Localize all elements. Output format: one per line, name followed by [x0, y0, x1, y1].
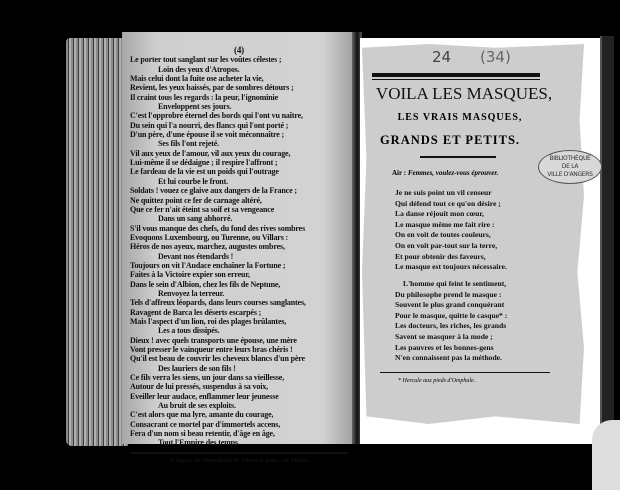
poem-line: Du sein qui l'a nourri, des flancs qui l'ont porté ; — [130, 120, 289, 130]
verse-line: Les docteurs, les riches, les grands — [395, 321, 507, 331]
book-page-edges — [66, 38, 128, 446]
verse-line: L'homme qui feint le sentiment, — [403, 279, 507, 288]
song-title: VOILA LES MASQUES, — [375, 84, 553, 103]
poem-line: Ses fils l'ont rejeté. — [158, 139, 219, 149]
poem-line: Le porter tout sanglant sur les voûtes célestes ; — [130, 55, 282, 65]
poem-line: Autour de lui pressés, suspendus à sa voix, — [130, 382, 268, 392]
poem-line: Enveloppent ses jours. — [158, 102, 232, 112]
poem-line: Héros de nos ayeux, marchez, augustes ombres, — [130, 242, 285, 252]
footnote: * Hercule aux pieds d'Omphale. — [398, 378, 476, 384]
poem-line: Qu'il est beau de couvrir les cheveux blancs d'un père — [130, 354, 305, 364]
poem-line: Il craint tous les regards : la peur, l'ignominie — [130, 92, 278, 102]
subtitle-rule — [420, 156, 496, 158]
air-line — [392, 169, 498, 177]
verse-line: Souvent le plus grand conquérant — [395, 300, 505, 310]
book-cover-edge — [600, 36, 614, 448]
stanza-2 — [395, 279, 535, 364]
imprint: A Angers, de l'Imprimerie de Jahyer, le jeune, rue Milton. — [169, 457, 309, 464]
poem-line: Lui-même il se dédaigne ; il respire l'affront ; — [130, 158, 278, 168]
subtitle-2: GRANDS ET PETITS. — [379, 133, 521, 147]
catalog-number-alt: (34) — [480, 48, 511, 66]
poem-line: Mais l'aspect d'un lion, roi des plages brûlantes, — [130, 316, 287, 326]
air-label: Air : — [392, 169, 407, 177]
poem-line: Renvoyez la terreur. — [158, 288, 225, 298]
poem-line: Loin des yeux d'Atropos. — [158, 64, 240, 74]
poem-line: Dans le sein d'Albion, chez les fils de Neptune, — [130, 279, 281, 289]
verse-line: On en voit de toutes couleurs, — [395, 230, 491, 240]
verse-line: Le masque est toujours nécessaire. — [395, 262, 507, 272]
poem-line: C'est l'opprobre éternel des bords qui l'ont vu naître, — [130, 111, 303, 121]
stanza-1 — [395, 188, 535, 273]
verse-line: La danse réjouit mon cœur, — [395, 209, 484, 219]
footnote-rule — [380, 372, 550, 373]
poem-line: Ravagent de Barca les déserts escarpés ; — [130, 307, 262, 317]
poem-line: Soldats ! vouez ce glaive aux dangers de la France ; — [130, 186, 297, 196]
verse-line: Et pour obtenir des faveurs, — [395, 251, 486, 261]
poem-line: Dans un sang abhorré. — [158, 214, 233, 224]
title-rule — [372, 73, 540, 80]
poem-line: Des lauriers de son fils ! — [158, 363, 236, 373]
left-page-text — [130, 46, 348, 466]
poem-line: C'est alors que ma lyre, amante du courage, — [130, 410, 274, 420]
stamp-line: DE LA — [561, 163, 579, 170]
poem-line: Fera d'un nom si beau retentir, d'âge en âge, — [130, 429, 275, 439]
verse-line: Qui défend tout ce qu'on désire ; — [395, 198, 501, 208]
poem-line: Tels d'affreux léopards, dans leurs courses sanglantes, — [130, 298, 306, 308]
catalog-number: 24 — [432, 48, 452, 66]
poem-line: Au bruit de ses exploits. — [158, 401, 236, 411]
poem-lines — [130, 55, 348, 447]
poem-line: Dieux ! avec quels transports une épouse, une mère — [130, 335, 297, 345]
poem-line: Que ce fer n'ait éteint sa soif et sa vengeance — [130, 204, 275, 214]
library-stamp — [538, 150, 602, 184]
verse-line: N'en connaissent pas la méthode. — [395, 353, 502, 363]
poem-line: Revient, les yeux baissés, par de sombres détours ; — [130, 83, 294, 93]
subtitle-1: LES VRAIS MASQUES, — [397, 112, 523, 123]
page-number: (4) — [233, 45, 245, 55]
poem-line: Le fardeau de la vie est un poids qui l'outrage — [130, 167, 279, 177]
poem-line: Toujours on vit l'Audace enchaîner la Fortune ; — [130, 260, 286, 270]
poem-line: Devant nos étendards ! — [158, 251, 234, 261]
poem-line: Vil aux yeux de l'amour, vil aux yeux du courage, — [130, 148, 291, 158]
rule — [130, 452, 348, 454]
poem-line: Et lui courbe le front. — [158, 176, 228, 186]
poem-line: S'il vous manque des chefs, du fond des rives sombres — [130, 223, 306, 233]
poem-line: Vont presser le vainqueur entre leurs bras chéris ! — [130, 345, 293, 354]
verse-line: Le masque même me fait rire : — [395, 219, 495, 229]
stamp-line: BIBLIOTHÈQUE — [549, 155, 591, 162]
poem-line: Tout l'Empire des temps. — [158, 438, 240, 448]
air-tune: Femmes, voulez-vous éprouver. — [407, 169, 499, 177]
verse-line: On en voit par-tout sur la terre, — [395, 240, 498, 250]
poem-line: Les a tous dissipés. — [158, 326, 220, 336]
poem-line: D'un père, d'une épouse il se voit méconnaître ; — [130, 130, 285, 140]
poem-line: Eveiller leur audace, enflammer leur jeunesse — [130, 391, 279, 401]
poem-line: Consacrant ce mortel par d'immortels accens, — [130, 419, 281, 429]
verse-line: Je ne suis point un vil censeur — [395, 188, 492, 197]
verse-line: Du philosophe prend le masque : — [395, 289, 502, 299]
verse-line: Pour le masque, quitte le casque* : — [395, 310, 508, 320]
poem-line: Evoquons Luxembourg, ou Turenne, ou Villars : — [130, 232, 289, 242]
verse-line: Savent se masquer à la mode ; — [395, 331, 493, 341]
stamp-line: VILLE D'ANGERS — [547, 171, 593, 178]
verse-line: Les pauvres et les bonnes-gens — [395, 342, 494, 352]
poem-line: Faites à la Victoire expier son erreur, — [130, 270, 250, 280]
poem-line: Mais celui dont la fuite ose acheter la vie, — [130, 74, 264, 84]
poem-line: Ne quittez point ce fer de carnage altéré, — [130, 195, 262, 205]
poem-line: Ce fils verra les siens, un jour dans sa vieillesse, — [130, 373, 285, 383]
